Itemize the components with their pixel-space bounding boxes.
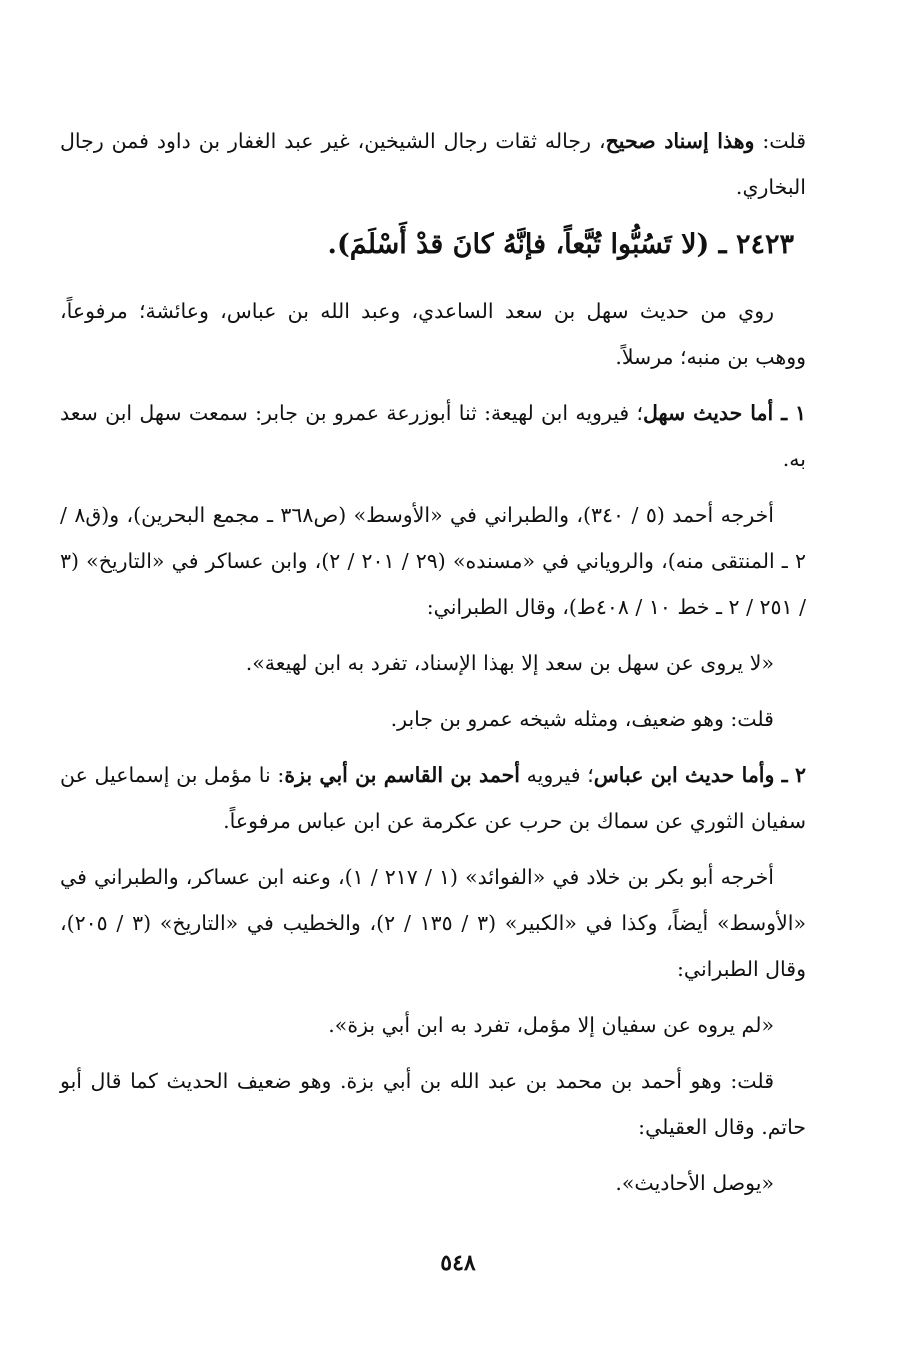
- paragraph-sahl-sources: أخرجه أحمد (٥ / ٣٤٠)، والطبراني في «الأوسط» (ص٣٦٨ ـ مجمع البحرين)، و(ق٨ / ٢ ـ المنتقى منه)، والروياني في «مسنده» (٢٩ / ٢٠١ / ٢)، وابن عساكر في «التاريخ» (٣ / ٢٥١ / ٢ ـ خط ١٠ / ٤٠٨ط)، وقال الطبراني:: [60, 503, 806, 619]
- ibn-abbas-text-2: : نا مؤمل بن إسماعيل عن سفيان الثوري عن سماك بن حرب عن عكرمة عن ابن عباس مرفوعاً.: [60, 763, 806, 833]
- sahl-heading: ١ ـ أما حديث سهل: [643, 401, 806, 425]
- paragraph-sahl-verdict: قلت: وهو ضعيف، ومثله شيخه عمرو بن جابر.: [390, 707, 774, 731]
- paragraph-verdict: [60, 118, 806, 210]
- paragraph-sahl: [60, 390, 806, 482]
- ibn-abbas-narrator: أحمد بن القاسم بن أبي بزة: [284, 763, 520, 787]
- sahl-text: ؛ فيرويه ابن لهيعة: ثنا أبوزرعة عمرو بن جابر: سمعت سهل ابن سعد به.: [60, 401, 806, 471]
- ibn-abbas-heading: ٢ ـ وأما حديث ابن عباس: [593, 763, 806, 787]
- paragraph-ibn-abbas-sources: أخرجه أبو بكر بن خلاد في «الفوائد» (١ / ٢١٧ / ١)، وعنه ابن عساكر، والطبراني في «الأوسط» أيضاً، وكذا في «الكبير» (٣ / ١٣٥ / ٢)، والخطيب في «التاريخ» (٣ / ٢٠٥)، وقال الطبراني:: [60, 865, 806, 981]
- paragraph-ibn-abi-bazza: قلت: وهو أحمد بن محمد بن عبد الله بن أبي بزة. وهو ضعيف الحديث كما قال أبو حاتم. وقال العقيلي:: [60, 1069, 806, 1139]
- ibn-abbas-text-1: ؛ فيرويه: [520, 763, 594, 787]
- quote-tabarani-2: «لم يروه عن سفيان إلا مؤمل، تفرد به ابن أبي بزة».: [328, 1013, 774, 1037]
- paragraph-narrations: روي من حديث سهل بن سعد الساعدي، وعبد الله بن عباس، وعائشة؛ مرفوعاً، ووهب بن منبه؛ مرسلاً.: [60, 299, 806, 369]
- quote-uqaili: «يوصل الأحاديث».: [615, 1171, 774, 1195]
- verdict-emphasis: وهذا إسناد صحيح: [605, 129, 755, 153]
- page-number: ٥٤٨: [440, 1250, 476, 1276]
- quote-tabarani-1: «لا يروى عن سهل بن سعد إلا بهذا الإسناد، تفرد به ابن لهيعة».: [245, 651, 774, 675]
- verdict-rest: ، رجاله ثقات رجال الشيخين، غير عبد الغفار بن داود فمن رجال البخاري.: [60, 129, 806, 199]
- verdict-label: قلت:: [754, 129, 807, 153]
- paragraph-ibn-abbas: [60, 752, 806, 844]
- hadith-heading: ٢٤٢٣ ـ (لا تَسُبُّوا تُبَّعاً، فإنَّهُ كانَ قدْ أَسْلَمَ).: [327, 229, 794, 260]
- page-body: [60, 118, 806, 1216]
